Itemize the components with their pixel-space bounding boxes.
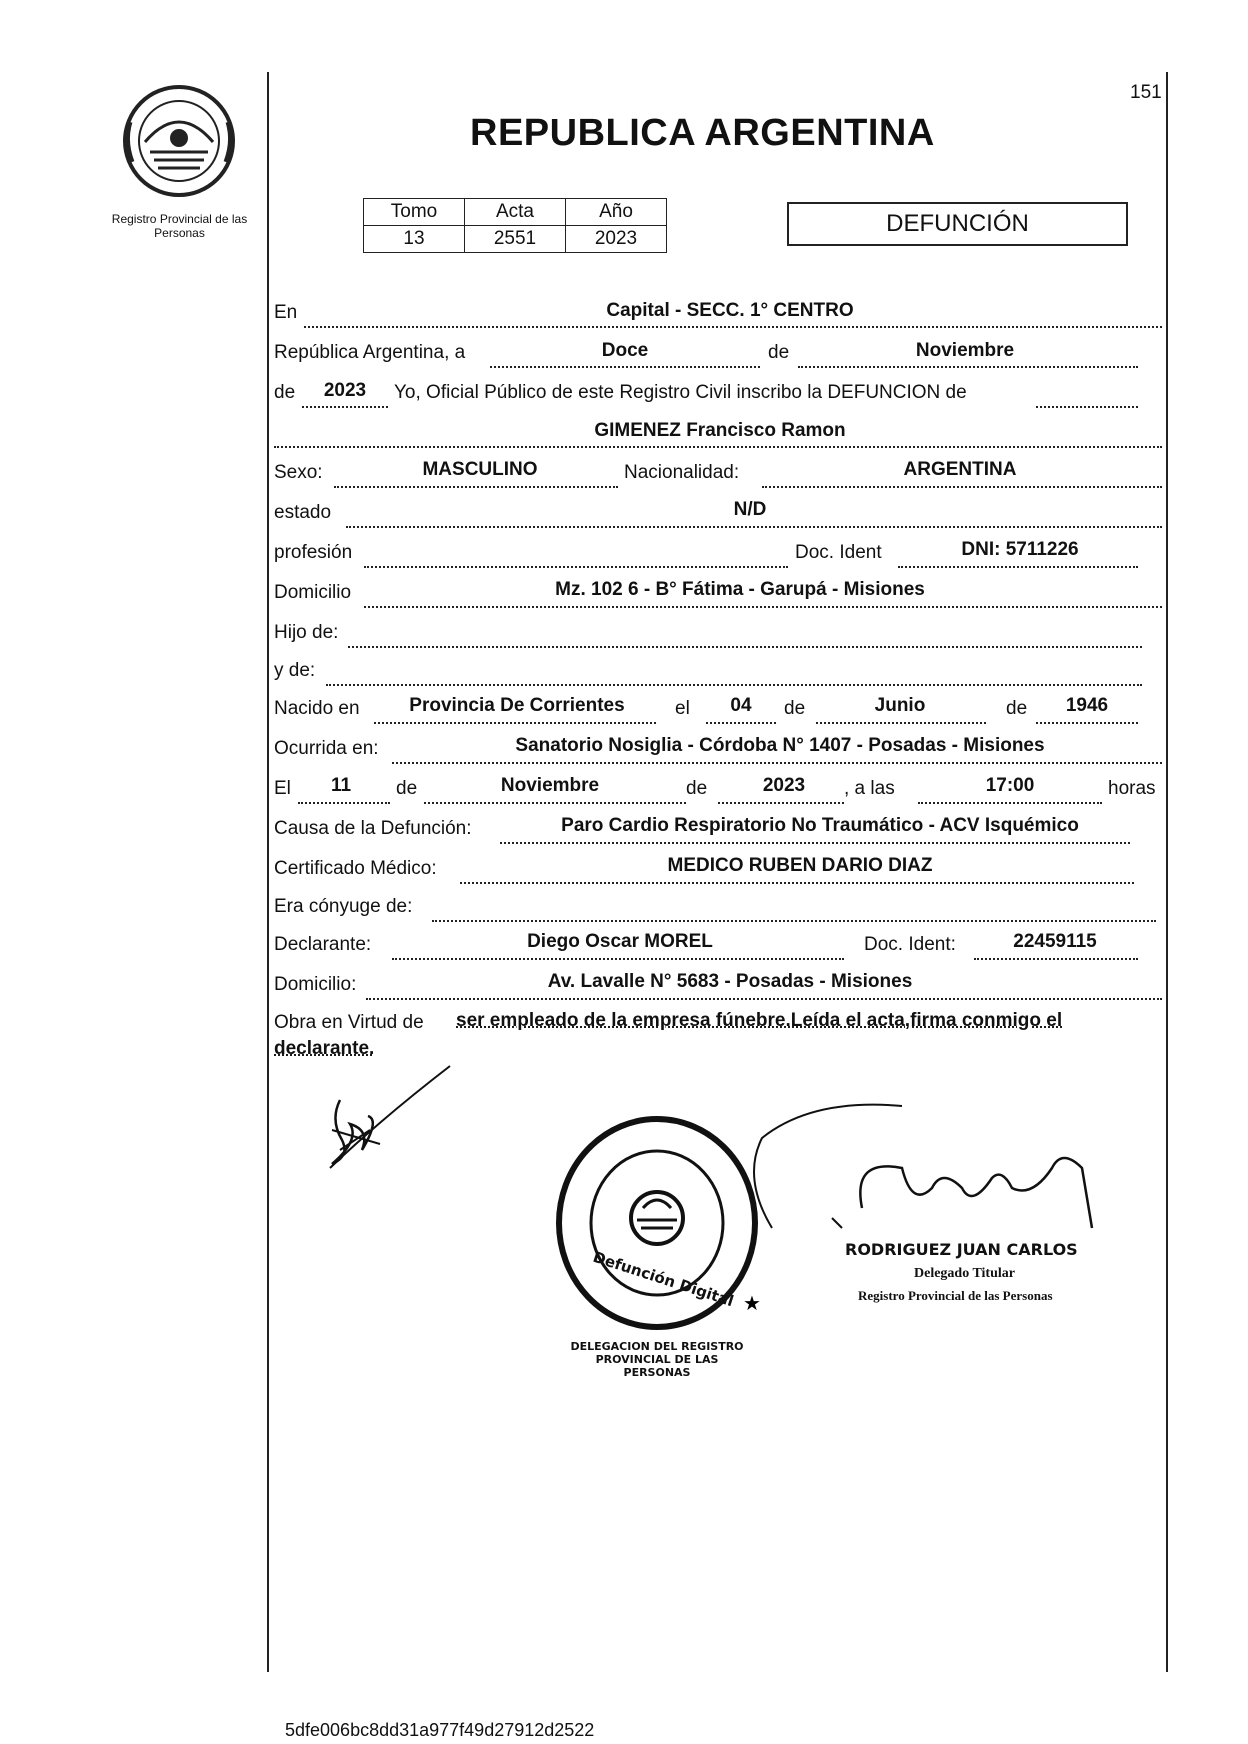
dots-birth-year <box>1036 722 1138 724</box>
label-declarante: Declarante: <box>274 934 372 955</box>
field-month-text: Noviembre <box>915 340 1015 361</box>
field-death-time: 17:00 <box>985 775 1035 796</box>
table-value-anio: 2023 <box>566 226 667 253</box>
label-conyuge: Era cónyuge de: <box>274 896 413 917</box>
dots-domicilio-2 <box>366 998 1162 1000</box>
field-causa: Paro Cardio Respiratorio No Traumático - ACV Isquémico <box>561 815 1079 836</box>
label-de-6: de <box>686 778 708 799</box>
record-type-box: DEFUNCIÓN <box>787 202 1128 246</box>
field-birth-day: 04 <box>730 695 752 716</box>
label-el: el <box>675 698 690 719</box>
table-header-anio: Año <box>566 199 667 226</box>
dots-nacionalidad <box>762 486 1162 488</box>
official-org: Registro Provincial de las Personas <box>858 1288 1053 1303</box>
dots-en <box>304 326 1162 328</box>
label-doc-ident: Doc. Ident <box>795 542 882 563</box>
dots-conyuge <box>432 920 1156 922</box>
dots-domicilio <box>364 606 1162 608</box>
label-horas: horas <box>1108 778 1156 799</box>
label-de-4: de <box>1006 698 1028 719</box>
field-ocurrida-en: Sanatorio Nosiglia - Córdoba N° 1407 - Posadas - Misiones <box>515 735 1045 756</box>
dots-year <box>302 406 388 408</box>
field-estado: N/D <box>733 499 767 520</box>
dots-death-month <box>424 802 686 804</box>
official-title: Delegado Titular <box>914 1266 1015 1281</box>
label-nacionalidad: Nacionalidad: <box>624 462 740 483</box>
dots-death-year <box>718 802 844 804</box>
field-place: Capital - SECC. 1° CENTRO <box>606 300 854 321</box>
field-declarante: Diego Oscar MOREL <box>527 931 713 952</box>
label-inscribo: Yo, Oficial Público de este Registro Civil inscribo la DEFUNCION de <box>394 382 967 403</box>
label-republica: República Argentina, a <box>274 342 466 363</box>
dots-inscribo <box>1036 406 1138 408</box>
dots-declarante <box>392 958 844 960</box>
dots-y-de <box>326 684 1142 686</box>
field-year: 2023 <box>323 380 367 401</box>
dots-estado <box>346 526 1162 528</box>
label-de-3: de <box>784 698 806 719</box>
dots-death-day <box>298 802 390 804</box>
field-domicilio: Mz. 102 6 - B° Fátima - Garupá - Misiones <box>555 579 925 600</box>
field-obra-line2: declarante. <box>274 1038 375 1059</box>
official-signature <box>752 1098 1112 1248</box>
label-causa: Causa de la Defunción: <box>274 818 472 839</box>
field-birth-year: 1946 <box>1065 695 1109 716</box>
stamp-center-text: Defunción Digital <box>590 1247 736 1311</box>
left-margin-line <box>267 72 269 1672</box>
right-margin-line <box>1166 72 1168 1672</box>
label-a-las: , a las <box>844 778 895 799</box>
field-death-year: 2023 <box>762 775 806 796</box>
field-sexo: MASCULINO <box>422 459 538 480</box>
svg-text:★: ★ <box>743 1291 761 1315</box>
label-certificado: Certificado Médico: <box>274 858 437 879</box>
official-name: RODRIGUEZ JUAN CARLOS <box>845 1240 1078 1259</box>
document-hash: 5dfe006bc8dd31a977f49d27912d2522 <box>285 1720 595 1740</box>
registry-table <box>363 198 667 253</box>
label-nacido-en: Nacido en <box>274 698 360 719</box>
field-death-day: 11 <box>330 775 352 796</box>
dots-birth-month <box>816 722 986 724</box>
dots-ocurrida-en <box>392 762 1162 764</box>
stamp-ring-text: DELEGACION DEL REGISTRO PROVINCIAL DE LAS PERSONAS <box>570 1340 744 1379</box>
declarant-signature <box>310 1060 470 1180</box>
dots-profesion <box>364 566 788 568</box>
dots-hijo-de <box>348 646 1142 648</box>
field-doc-ident: DNI: 5711226 <box>961 539 1079 560</box>
field-certificado: MEDICO RUBEN DARIO DIAZ <box>667 855 933 876</box>
field-day-text: Doce <box>601 340 649 361</box>
label-hijo-de: Hijo de: <box>274 622 339 643</box>
table-value-acta: 2551 <box>465 226 566 253</box>
label-y-de: y de: <box>274 660 316 681</box>
label-profesion: profesión <box>274 542 353 563</box>
field-declarante-doc: 22459115 <box>1013 931 1097 952</box>
field-nacionalidad: ARGENTINA <box>903 459 1017 480</box>
table-header-tomo: Tomo <box>364 199 465 226</box>
dots-month <box>798 366 1138 368</box>
province-logo <box>120 82 238 200</box>
page-title: REPUBLICA ARGENTINA <box>470 112 935 154</box>
field-birth-month: Junio <box>874 695 926 716</box>
dots-nacido-en <box>374 722 656 724</box>
dots-declarante-doc <box>974 958 1138 960</box>
label-domicilio-2: Domicilio: <box>274 974 357 995</box>
label-obra: Obra en Virtud de <box>274 1012 424 1033</box>
dots-birth-day <box>706 722 776 724</box>
table-header-acta: Acta <box>465 199 566 226</box>
label-estado: estado <box>274 502 332 523</box>
table-value-tomo: 13 <box>364 226 465 253</box>
field-nacido-en: Provincia De Corrientes <box>409 695 625 716</box>
dots-causa <box>500 842 1130 844</box>
label-de-5: de <box>396 778 418 799</box>
dots-death-time <box>918 802 1102 804</box>
page-number: 151 <box>1130 82 1162 103</box>
label-de-1: de <box>768 342 790 363</box>
registry-name: Registro Provincial de las Personas <box>111 212 248 240</box>
label-sexo: Sexo: <box>274 462 323 483</box>
label-en: En <box>274 302 298 323</box>
field-domicilio-declarante: Av. Lavalle N° 5683 - Posadas - Misiones <box>547 971 913 992</box>
dots-sexo <box>334 486 618 488</box>
label-domicilio: Domicilio <box>274 582 352 603</box>
field-deceased-name: GIMENEZ Francisco Ramon <box>594 420 846 441</box>
label-de-2: de <box>274 382 296 403</box>
field-death-month: Noviembre <box>500 775 600 796</box>
label-el-upper: El <box>274 778 291 799</box>
dots-certificado <box>460 882 1134 884</box>
label-ocurrida-en: Ocurrida en: <box>274 738 379 759</box>
dots-day <box>490 366 760 368</box>
label-doc-ident-2: Doc. Ident: <box>864 934 956 955</box>
dots-doc-ident <box>898 566 1138 568</box>
field-obra-line1: ser empleado de la empresa fúnebre.Leída el acta,firma conmigo el <box>456 1010 1063 1031</box>
dots-name <box>274 446 1162 448</box>
